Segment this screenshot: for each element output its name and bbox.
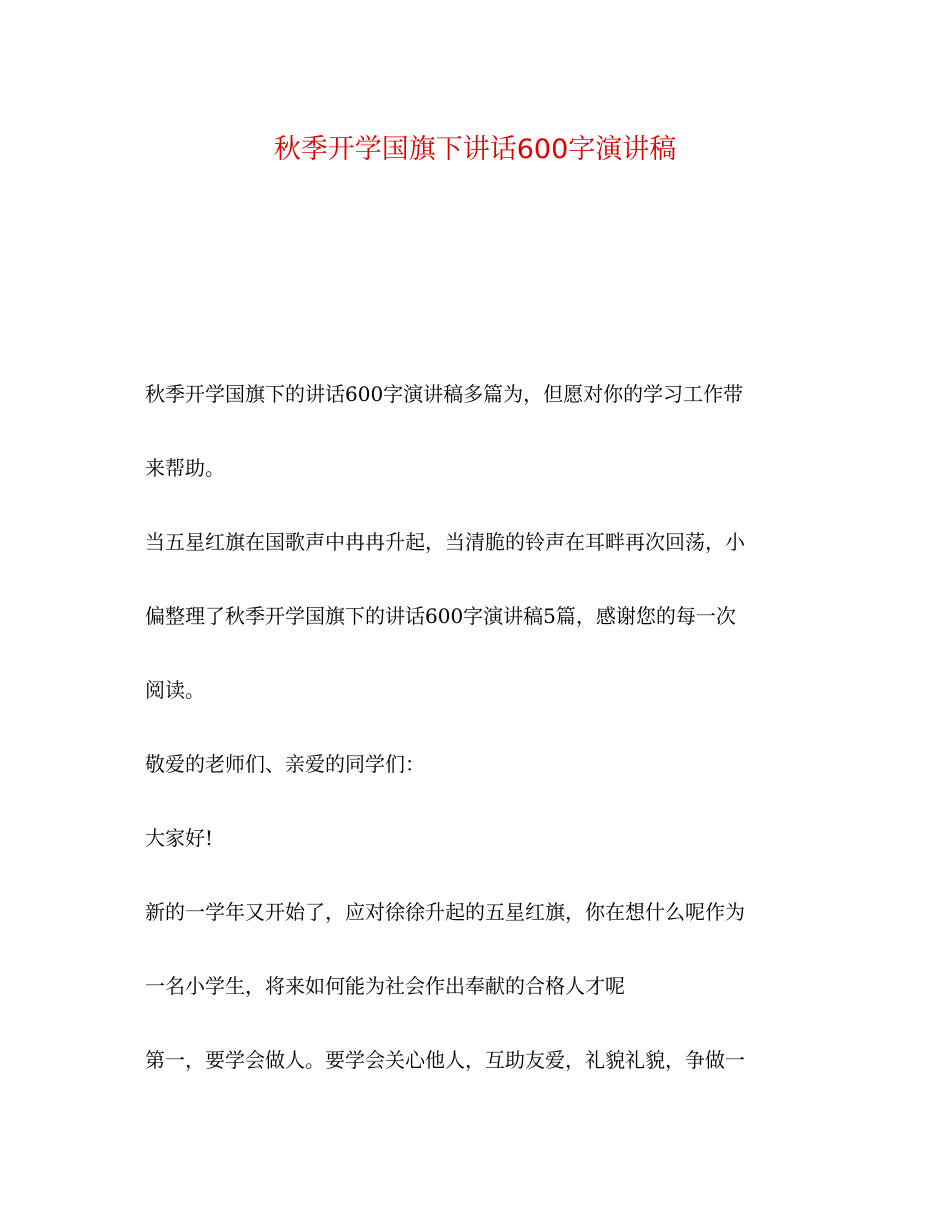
text-line: 当五星红旗在国歌声中冉冉升起，当清脆的铃声在耳畔再次回荡，小	[145, 530, 745, 554]
text-line: 来帮助。	[145, 456, 225, 480]
text-line: 一名小学生，将来如何能为社会作出奉献的合格人才呢	[145, 974, 625, 998]
text-line: 偏整理了秋季开学国旗下的讲话600字演讲稿5篇，感谢您的每一次	[145, 604, 736, 628]
text-line: 阅读。	[145, 678, 205, 702]
document-title: 秋季开学国旗下讲话600字演讲稿	[273, 134, 677, 165]
text-line: 秋季开学国旗下的讲话600字演讲稿多篇为，但愿对你的学习工作带	[145, 382, 744, 406]
text-line: 新的一学年又开始了，应对徐徐升起的五星红旗，你在想什么呢作为	[145, 900, 745, 924]
text-line: 敬爱的老师们、亲爱的同学们：	[145, 752, 425, 776]
document-body	[145, 357, 800, 1097]
text-line: 第一，要学会做人。要学会关心他人，互助友爱，礼貌礼貌，争做一	[145, 1048, 745, 1072]
text-line: 大家好!	[145, 826, 214, 850]
